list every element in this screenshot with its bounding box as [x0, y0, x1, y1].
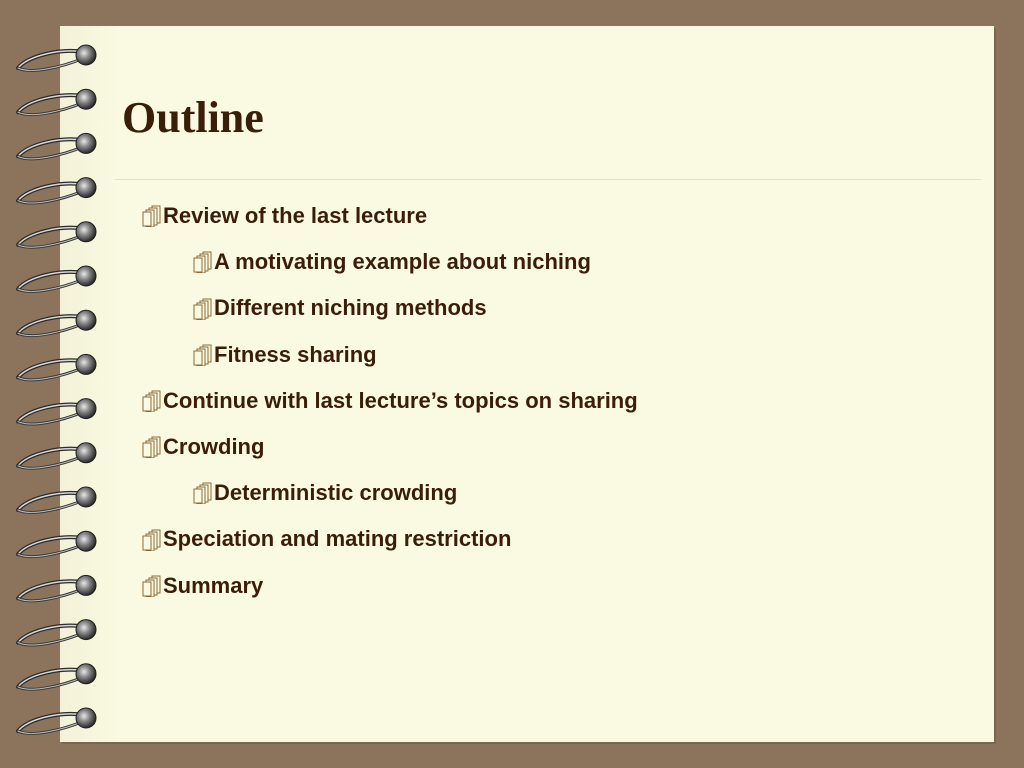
bullet-notebook-pages-icon [193, 296, 213, 320]
bullet-text: Different niching methods [214, 295, 487, 321]
bullet-item [142, 201, 427, 231]
bullet-notebook-pages-icon [193, 342, 213, 366]
bullet-item [142, 524, 511, 554]
bullet-notebook-pages-icon [142, 434, 162, 458]
bullet-item [142, 432, 264, 462]
bullet-item [142, 571, 263, 601]
bullet-item [142, 386, 638, 416]
bullet-text: Speciation and mating restriction [163, 526, 512, 552]
bullet-notebook-pages-icon [142, 203, 162, 227]
bullet-text: A motivating example about niching [214, 249, 591, 275]
bullet-text: Review of the last lecture [163, 203, 428, 228]
bullet-notebook-pages-icon [193, 249, 213, 273]
bullet-notebook-pages-icon [142, 388, 162, 412]
bullet-notebook-pages-icon [193, 480, 213, 504]
bullet-item [193, 293, 487, 323]
bullet-notebook-pages-icon [142, 573, 162, 597]
bullet-item [193, 478, 457, 508]
slide-title: Outline [122, 93, 264, 142]
bullet-item [193, 340, 377, 370]
bullet-item [193, 247, 591, 277]
bullet-text: Summary [163, 572, 264, 598]
bullet-text: Crowding [163, 434, 265, 459]
bullet-notebook-pages-icon [142, 527, 162, 551]
bullet-text: Deterministic crowding [214, 480, 458, 506]
bullet-text: Fitness sharing [214, 341, 377, 367]
bullet-text: Continue with last lecture’s topics on sharing [163, 387, 638, 413]
